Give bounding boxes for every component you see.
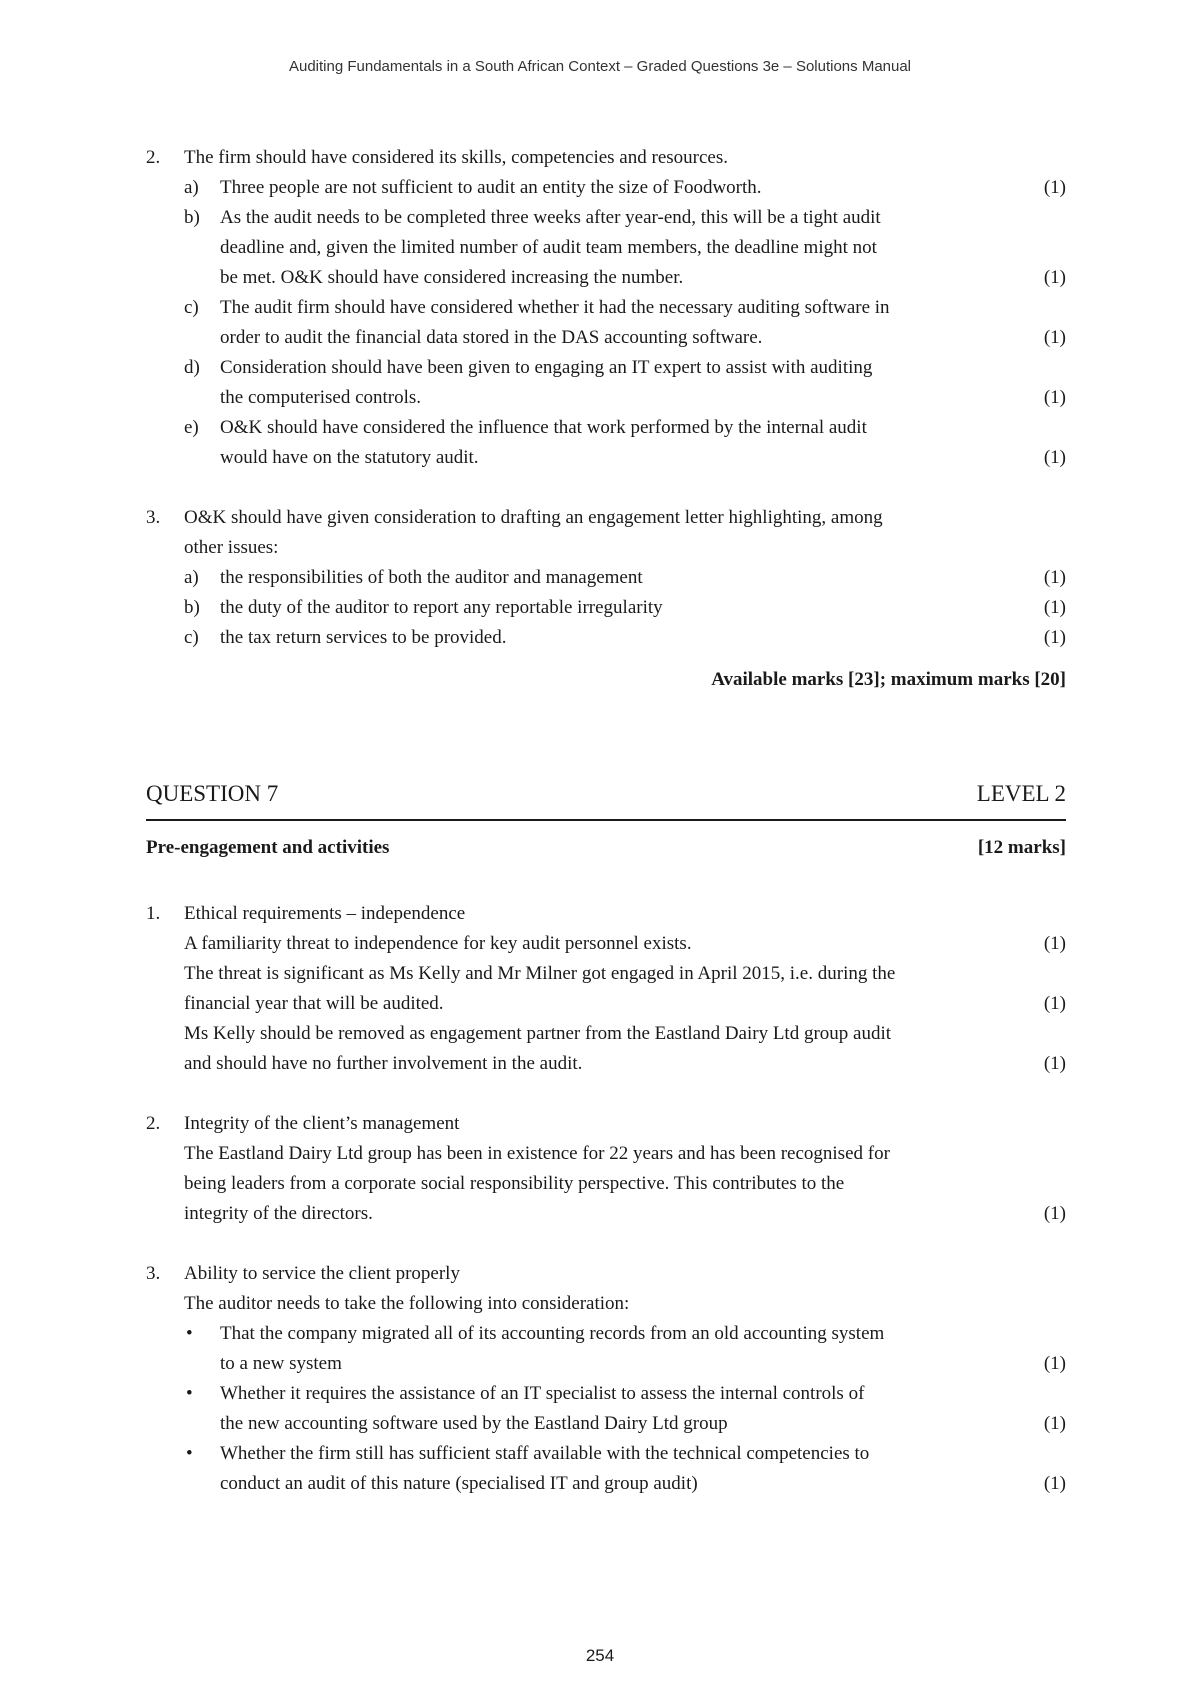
page-body bbox=[146, 143, 1066, 1499]
item-number: 3. bbox=[146, 507, 161, 528]
bullet-item bbox=[184, 1319, 1066, 1379]
item-text: O&K should have given consideration to drafting an engagement letter highlighting, among bbox=[184, 507, 883, 528]
question-heading bbox=[146, 779, 1066, 821]
sub-text: As the audit needs to be completed three weeks after year-end, this will be a tight audit bbox=[220, 207, 881, 228]
mark: (1) bbox=[1043, 177, 1066, 198]
q7-item-2 bbox=[146, 1109, 1066, 1229]
sub-text: Three people are not sufficient to audit an entity the size of Foodworth. bbox=[220, 177, 762, 198]
sub-label: b) bbox=[184, 207, 200, 228]
item-text: financial year that will be audited. bbox=[184, 993, 444, 1014]
item-text: The firm should have considered its skills, competencies and resources. bbox=[184, 147, 728, 168]
question-marks: [12 marks] bbox=[977, 837, 1066, 858]
bullet-text: Whether it requires the assistance of an IT specialist to assess the internal controls of bbox=[220, 1383, 865, 1404]
q6-item-2c bbox=[184, 293, 1066, 353]
mark: (1) bbox=[1043, 1473, 1066, 1494]
bullet-icon: • bbox=[186, 1383, 193, 1404]
q6-item-2e bbox=[184, 413, 1066, 473]
mark: (1) bbox=[1043, 1203, 1066, 1224]
sub-text: O&K should have considered the influence that work performed by the internal audit bbox=[220, 417, 867, 438]
question-subtitle: Pre-engagement and activities bbox=[146, 837, 390, 858]
sub-text: be met. O&K should have considered increasing the number. bbox=[220, 267, 684, 288]
q6-item-2d bbox=[184, 353, 1066, 413]
sub-label: c) bbox=[184, 297, 199, 318]
item-text: The auditor needs to take the following into consideration: bbox=[184, 1293, 630, 1314]
item-heading: Ability to service the client properly bbox=[184, 1263, 460, 1284]
sub-text: the responsibilities of both the auditor and management bbox=[220, 567, 643, 588]
sub-label: a) bbox=[184, 567, 199, 588]
q6-item-3b bbox=[184, 593, 1066, 623]
q7-item-3 bbox=[146, 1259, 1066, 1499]
bullet-text: the new accounting software used by the Eastland Dairy Ltd group bbox=[220, 1413, 728, 1434]
q6-item-3 bbox=[146, 503, 1066, 653]
mark: (1) bbox=[1043, 567, 1066, 588]
item-number: 3. bbox=[146, 1263, 161, 1284]
mark: (1) bbox=[1043, 327, 1066, 348]
q7-item-1 bbox=[146, 899, 1066, 1079]
mark: (1) bbox=[1043, 627, 1066, 648]
item-heading: Integrity of the client’s management bbox=[184, 1113, 460, 1134]
bullet-item bbox=[184, 1439, 1066, 1499]
mark: (1) bbox=[1043, 1053, 1066, 1074]
sub-text: order to audit the financial data stored in the DAS accounting software. bbox=[220, 327, 763, 348]
sub-label: a) bbox=[184, 177, 199, 198]
item-number: 1. bbox=[146, 903, 161, 924]
bullet-icon: • bbox=[186, 1323, 193, 1344]
q6-item-2a bbox=[184, 173, 1066, 203]
item-number: 2. bbox=[146, 147, 161, 168]
sub-label: d) bbox=[184, 357, 200, 378]
bullet-icon: • bbox=[186, 1443, 193, 1464]
question-level: LEVEL 2 bbox=[976, 781, 1066, 806]
mark: (1) bbox=[1043, 933, 1066, 954]
q6-item-3c bbox=[184, 623, 1066, 653]
mark: (1) bbox=[1043, 993, 1066, 1014]
mark: (1) bbox=[1043, 1413, 1066, 1434]
question-title: QUESTION 7 bbox=[146, 781, 279, 806]
q6-item-2 bbox=[146, 143, 1066, 473]
page-number: 254 bbox=[585, 1646, 615, 1665]
sub-label: e) bbox=[184, 417, 199, 438]
bullet-text: Whether the firm still has sufficient staff available with the technical competencies to bbox=[220, 1443, 870, 1464]
mark: (1) bbox=[1043, 387, 1066, 408]
item-text: Ms Kelly should be removed as engagement partner from the Eastland Dairy Ltd group audit bbox=[184, 1023, 892, 1044]
sub-text: the tax return services to be provided. bbox=[220, 627, 507, 648]
sub-text: the computerised controls. bbox=[220, 387, 422, 408]
bullet-text: That the company migrated all of its accounting records from an old accounting system bbox=[220, 1323, 885, 1344]
item-heading: Ethical requirements – independence bbox=[184, 903, 466, 924]
sub-text: deadline and, given the limited number of audit team members, the deadline might not bbox=[220, 237, 877, 258]
bullet-item bbox=[184, 1379, 1066, 1439]
item-text: and should have no further involvement in the audit. bbox=[184, 1053, 583, 1074]
mark: (1) bbox=[1043, 1353, 1066, 1374]
q6-item-3a bbox=[184, 563, 1066, 593]
item-number: 2. bbox=[146, 1113, 161, 1134]
mark: (1) bbox=[1043, 597, 1066, 618]
sub-label: c) bbox=[184, 627, 199, 648]
sub-text: the duty of the auditor to report any reportable irregularity bbox=[220, 597, 663, 618]
bullet-text: conduct an audit of this nature (specialised IT and group audit) bbox=[220, 1473, 698, 1494]
item-text: The threat is significant as Ms Kelly and Mr Milner got engaged in April 2015, i.e. during the bbox=[184, 963, 896, 984]
q6-item-2b bbox=[184, 203, 1066, 293]
sub-text: The audit firm should have considered whether it had the necessary auditing software in bbox=[220, 297, 890, 318]
sub-text: Consideration should have been given to engaging an IT expert to assist with auditing bbox=[220, 357, 873, 378]
item-text: The Eastland Dairy Ltd group has been in existence for 22 years and has been recognised for bbox=[184, 1143, 890, 1164]
marks-summary: Available marks [23]; maximum marks [20] bbox=[711, 669, 1066, 690]
item-text: being leaders from a corporate social responsibility perspective. This contributes to the bbox=[184, 1173, 845, 1194]
item-text: integrity of the directors. bbox=[184, 1203, 373, 1224]
mark: (1) bbox=[1043, 447, 1066, 468]
sub-text: would have on the statutory audit. bbox=[220, 447, 479, 468]
question-subheading bbox=[146, 833, 1066, 863]
sub-label: b) bbox=[184, 597, 200, 618]
bullet-text: to a new system bbox=[220, 1353, 342, 1374]
running-header: Auditing Fundamentals in a South African Context – Graded Questions 3e – Solutions Manual bbox=[288, 58, 912, 75]
item-text: other issues: bbox=[184, 537, 279, 558]
mark: (1) bbox=[1043, 267, 1066, 288]
item-text: A familiarity threat to independence for key audit personnel exists. bbox=[184, 933, 692, 954]
